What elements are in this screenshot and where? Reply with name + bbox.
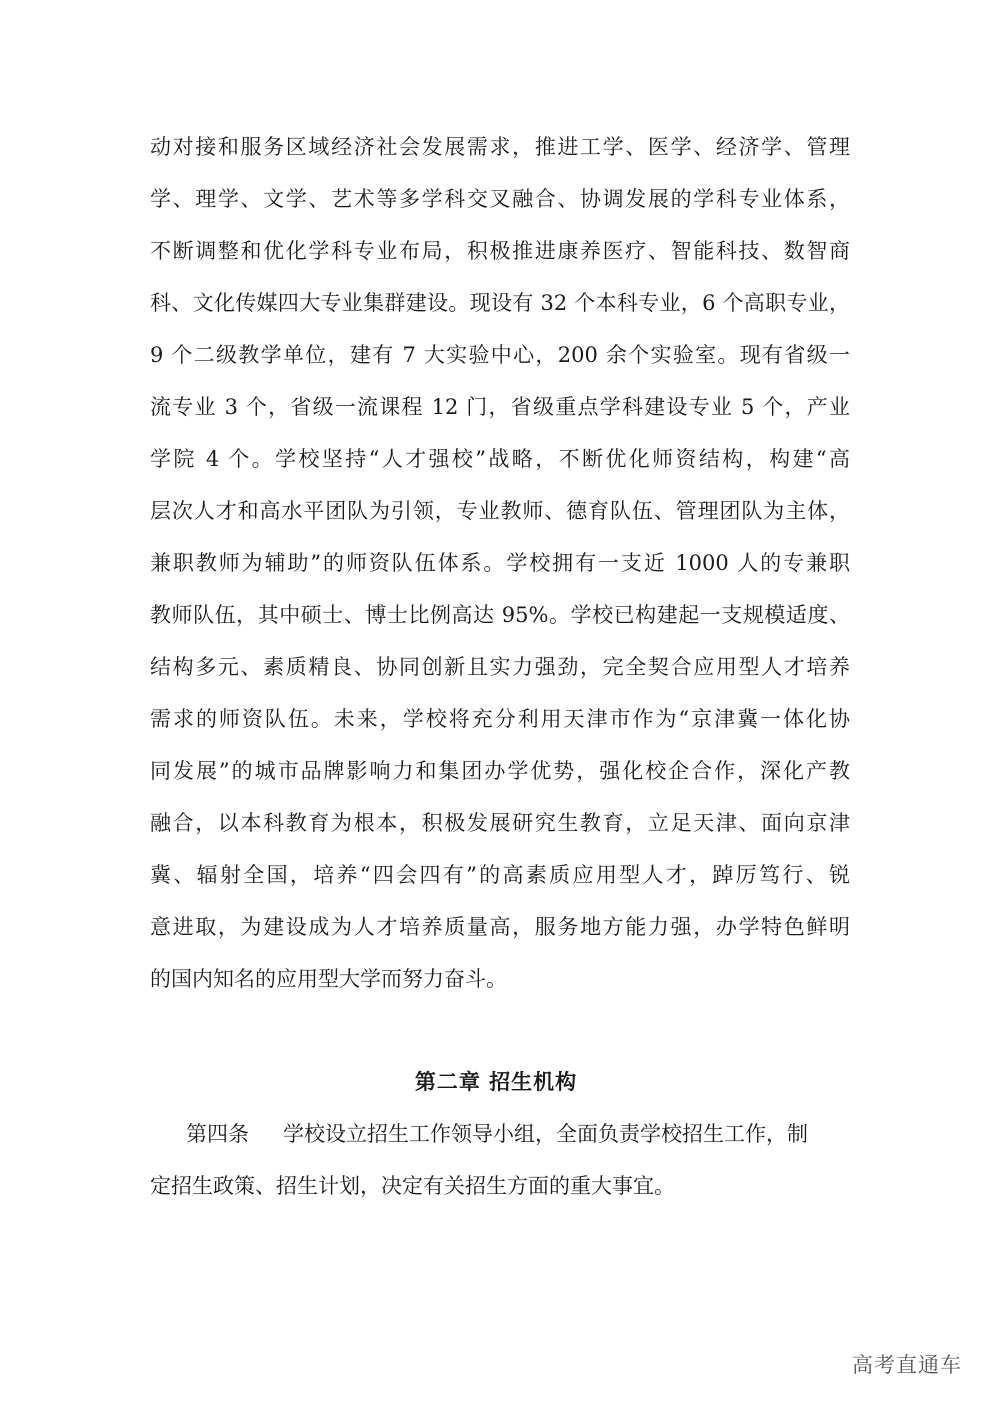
body-line: 层次人才和高水平团队为引领，专业教师、德育队伍、管理团队为主体， [150,499,850,523]
body-line: 科、文化传媒四大专业集群建设。现设有 32 个本科专业，6 个高职专业， [150,291,850,315]
article-label: 第四条 [186,1122,249,1146]
body-line: 流专业 3 个，省级一流课程 12 门，省级重点学科建设专业 5 个，产业 [150,395,850,419]
body-line: 融合，以本科教育为根本，积极发展研究生教育，立足天津、面向京津 [150,811,850,835]
body-line: 教师队伍，其中硕士、博士比例高达 95%。学校已构建起一支规模适度、 [150,603,850,627]
body-line: 需求的师资队伍。未来，学校将充分利用天津市作为“京津冀一体化协 [150,707,850,731]
body-line: 同发展”的城市品牌影响力和集团办学优势，强化校企合作，深化产教 [150,759,850,783]
body-line: 兼职教师为辅助”的师资队伍体系。学校拥有一支近 1000 人的专兼职 [150,551,850,575]
article-head [150,1119,808,1149]
body-line: 动对接和服务区域经济社会发展需求，推进工学、医学、经济学、管理 [150,135,850,159]
body-line: 学院 4 个。学校坚持“人才强校”战略，不断优化师资结构，构建“高 [150,447,850,471]
article-text-line1: 学校设立招生工作领导小组，全面负责学校招生工作，制 [283,1122,808,1146]
body-line: 意进取，为建设成为人才培养质量高，服务地方能力强，办学特色鲜明 [150,915,850,939]
article-text-line2: 定招生政策、招生计划，决定有关招生方面的重大事宜。 [150,1174,675,1198]
body-line: 的国内知名的应用型大学而努力奋斗。 [150,967,507,991]
body-line: 冀、辐射全国，培养“四会四有”的高素质应用型人才，踔厉笃行、锐 [150,863,850,887]
chapter-title: 第二章 招生机构 [414,1070,578,1094]
article-first-line [150,1119,850,1149]
body-line: 不断调整和优化学科专业布局，积极推进康养医疗、智能科技、数智商 [150,239,850,263]
body-line: 学、理学、文学、艺术等多学科交叉融合、协调发展的学科专业体系， [150,187,850,211]
body-line: 结构多元、素质精良、协同创新且实力强劲，完全契合应用型人才培养 [150,655,850,679]
watermark-text: 高考直通车 [852,1353,962,1377]
body-line: 9 个二级教学单位，建有 7 大实验中心，200 余个实验室。现有省级一 [150,343,850,367]
